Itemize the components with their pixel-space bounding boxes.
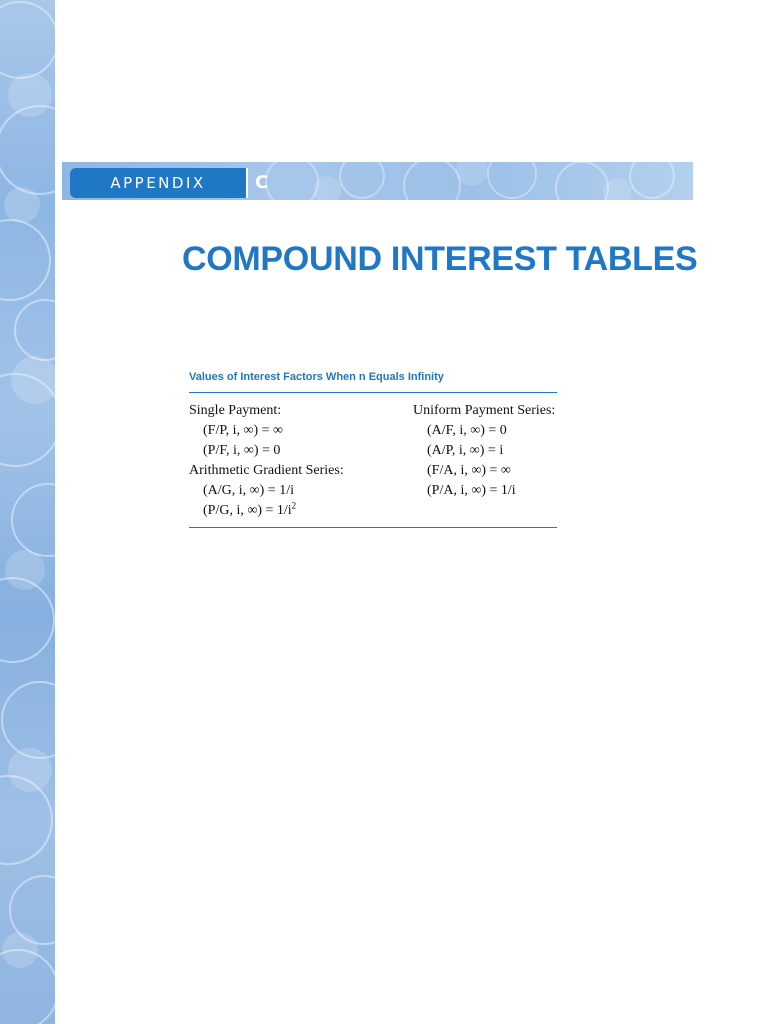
side-coin-decoration (0, 0, 55, 1024)
appendix-tab (70, 168, 248, 198)
uniform-series-heading: Uniform Payment Series: (413, 403, 556, 418)
formula-fp: (F/P, i, ∞) = ∞ (203, 423, 283, 438)
appendix-letter: C (255, 172, 269, 193)
table-columns (189, 393, 557, 521)
table-left-column (189, 401, 413, 521)
formula-af: (A/F, i, ∞) = 0 (427, 423, 507, 438)
interest-factors-table (189, 368, 557, 528)
gradient-series-heading: Arithmetic Gradient Series: (189, 463, 344, 478)
table-bottom-rule (189, 527, 557, 528)
formula-ag: (A/G, i, ∞) = 1/i (203, 483, 294, 498)
formula-ap: (A/P, i, ∞) = i (427, 443, 504, 458)
appendix-banner (62, 162, 693, 200)
table-caption: Values of Interest Factors When n Equals Infinity (189, 371, 444, 383)
formula-fa: (F/A, i, ∞) = ∞ (427, 463, 511, 478)
appendix-label: APPENDIX (110, 174, 206, 192)
single-payment-heading: Single Payment: (189, 403, 282, 418)
page-title: COMPOUND INTEREST TABLES (182, 240, 698, 278)
formula-pg (189, 501, 413, 521)
coin-pattern-icon (0, 0, 55, 1024)
formula-pg-text: (P/G, i, ∞) = 1/i (203, 503, 292, 518)
formula-pa: (P/A, i, ∞) = 1/i (427, 483, 516, 498)
formula-pf: (P/F, i, ∞) = 0 (203, 443, 281, 458)
table-right-column (413, 401, 557, 521)
formula-pg-exponent: 2 (291, 500, 297, 511)
